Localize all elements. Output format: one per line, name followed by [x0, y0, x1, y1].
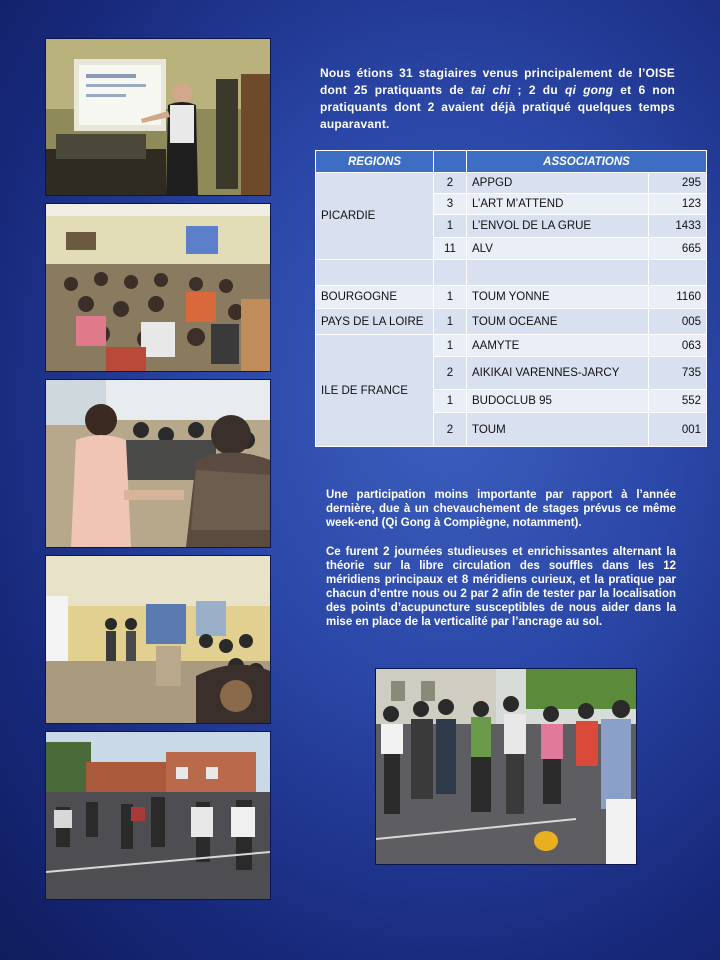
association-code: 735 [649, 357, 707, 390]
empty-cell [316, 260, 434, 286]
association-name: APPGD [467, 173, 649, 194]
empty-cell [434, 260, 467, 286]
empty-cell [467, 260, 649, 286]
count-cell: 1 [434, 309, 467, 335]
table-header-row [316, 151, 707, 173]
region-pays-de-la-loire: PAYS DE LA LOIRE [316, 309, 434, 335]
intro-line2: ; 2 du [510, 83, 565, 97]
count-cell: 2 [434, 357, 467, 390]
count-cell: 2 [434, 413, 467, 447]
association-name: AAMYTE [467, 335, 649, 357]
table-row [316, 173, 707, 194]
association-code: 1433 [649, 215, 707, 238]
association-name: TOUM OCEANE [467, 309, 649, 335]
regions-associations-table [315, 150, 707, 447]
association-name: L’ART M’ATTEND [467, 194, 649, 215]
empty-cell [649, 260, 707, 286]
association-code: 552 [649, 390, 707, 413]
photo-group-courtyard [375, 668, 637, 865]
header-regions: REGIONS [316, 151, 434, 173]
association-code: 1160 [649, 286, 707, 309]
intro-qigong: qi gong [564, 83, 614, 97]
header-count-spacer [434, 151, 467, 173]
association-name: TOUM [467, 413, 649, 447]
association-code: 123 [649, 194, 707, 215]
count-cell: 1 [434, 335, 467, 357]
association-name: TOUM YONNE [467, 286, 649, 309]
association-code: 005 [649, 309, 707, 335]
association-code: 665 [649, 238, 707, 260]
intro-text [320, 65, 675, 133]
intro-line3: et 6 non pratiquants dont 2 avaient déjà pratiqué quelques temps auparavant. [320, 83, 676, 131]
intro-taichi: tai chi [470, 83, 511, 97]
association-code: 295 [649, 173, 707, 194]
count-cell: 1 [434, 215, 467, 238]
count-cell: 3 [434, 194, 467, 215]
photo-classroom [45, 555, 271, 724]
intro-line1: Nous étions 31 stagiaires venus principalement de l’OISE dont 25 pratiquants de [320, 66, 675, 97]
association-name: ALV [467, 238, 649, 260]
paragraph-participation: Une participation moins importante par rapport à l’année dernière, due à un chevauchement de stages prévus ce même week-end (Qi Gong à Compiègne, notamment). [326, 489, 676, 529]
photo-audience [45, 203, 271, 372]
photo-presentation [45, 38, 271, 196]
table-row [316, 286, 707, 309]
region-ile-de-france: ILE DE FRANCE [316, 335, 434, 447]
paragraph-journees: Ce furent 2 journées studieuses et enrichissantes alternant la théorie sur la libre circulation des souffles dans les 12 méridiens principaux et 8 méridiens curieux, et la pratique par chacun d’entre nous ou 2 par 2 afin de tester par la localisation des points d’acupuncture susceptibles de nous aider dans la mise en place de la verticalité par l’ancrage au sol. [326, 546, 676, 628]
count-cell: 2 [434, 173, 467, 194]
photo-courtyard-exercise [45, 731, 271, 900]
count-cell: 11 [434, 238, 467, 260]
association-name: L’ENVOL DE LA GRUE [467, 215, 649, 238]
association-name: AIKIKAI VARENNES-JARCY [467, 357, 649, 390]
region-bourgogne: BOURGOGNE [316, 286, 434, 309]
table-row [316, 335, 707, 357]
region-picardie: PICARDIE [316, 173, 434, 260]
header-associations: ASSOCIATIONS [467, 151, 707, 173]
table-row [316, 309, 707, 335]
count-cell: 1 [434, 390, 467, 413]
table-row-empty [316, 260, 707, 286]
association-name: BUDOCLUB 95 [467, 390, 649, 413]
association-code: 063 [649, 335, 707, 357]
count-cell: 1 [434, 286, 467, 309]
association-code: 001 [649, 413, 707, 447]
photo-practice-pairs [45, 379, 271, 548]
